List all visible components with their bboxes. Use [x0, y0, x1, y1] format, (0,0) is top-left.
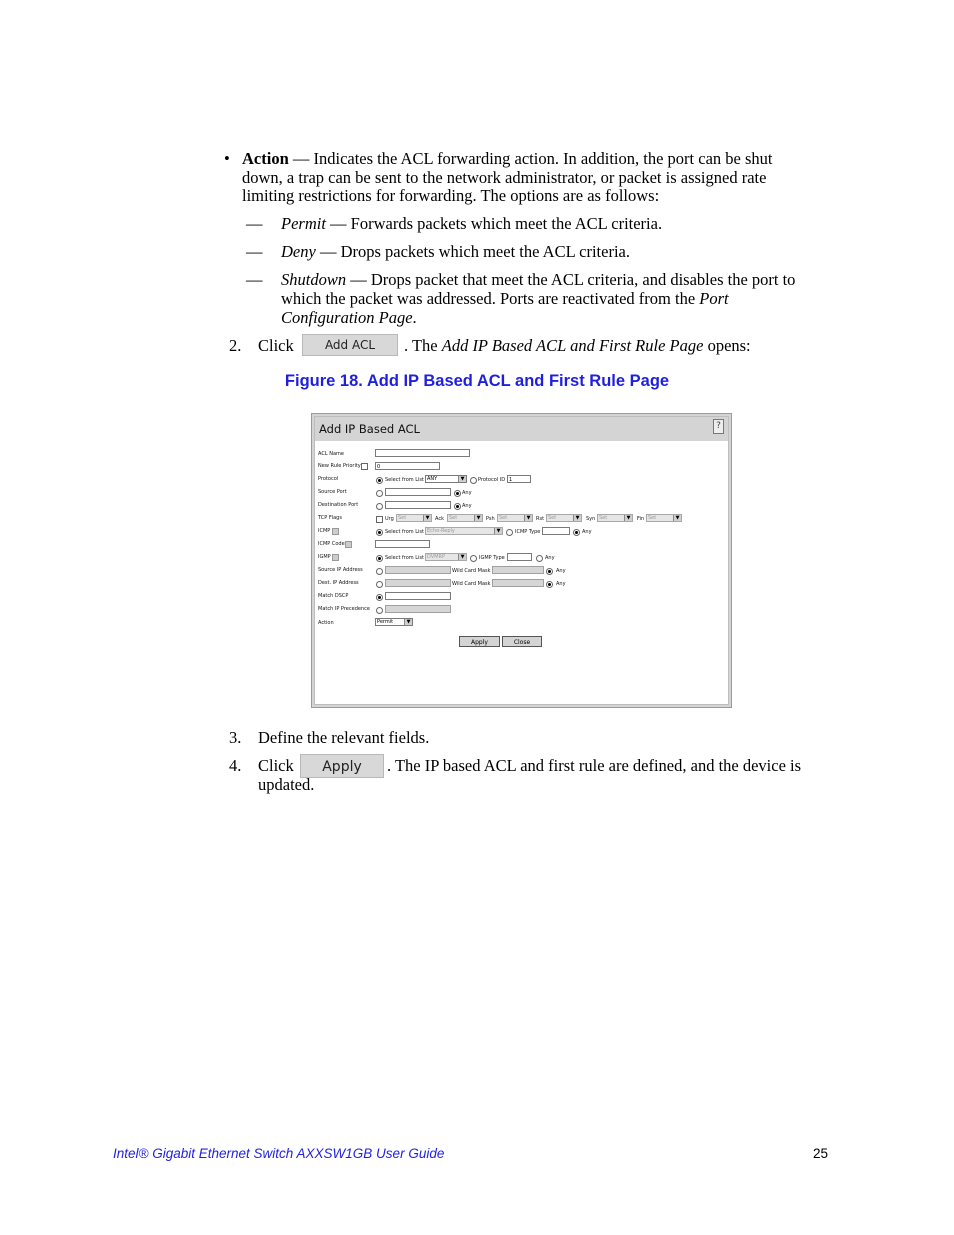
icmp-type-radio[interactable]: [506, 529, 513, 536]
fin-select-value: Set: [648, 515, 657, 521]
igmp-select[interactable]: [425, 553, 467, 561]
protocol-select-radio[interactable]: [376, 477, 383, 484]
dest-ip-mask-input[interactable]: [492, 579, 544, 587]
icmp-type-input[interactable]: [542, 527, 570, 535]
icmp-type-text: ICMP Type: [515, 529, 541, 535]
source-port-radio[interactable]: [376, 490, 383, 497]
action-bullet-line2: down, a trap can be sent to the network administrator, or packet is assigned rate: [242, 168, 767, 187]
close-button[interactable]: Close: [502, 636, 542, 647]
step4-click: Click: [258, 756, 294, 775]
chevron-down-icon: ▼: [573, 515, 581, 521]
icmp-any-radio[interactable]: [573, 529, 580, 536]
step4-text-line2: updated.: [258, 775, 315, 794]
wild-card-mask-text: Wild Card Mask: [452, 581, 491, 587]
option-shutdown-line2: [281, 289, 729, 308]
step2-page-name: Add IP Based ACL and First Rule Page: [441, 336, 704, 355]
match-ip-precedence-label: Match IP Precedence: [318, 606, 370, 612]
igmp-select-value: DVMRP: [427, 554, 445, 560]
igmp-type-text: IGMP Type: [479, 555, 505, 561]
step2-pre: . The: [404, 336, 442, 355]
dest-ip-input[interactable]: [385, 579, 451, 587]
destination-port-radio[interactable]: [376, 503, 383, 510]
igmp-type-radio[interactable]: [470, 555, 477, 562]
option-term: Permit: [281, 214, 326, 233]
action-bullet-line3: limiting restrictions for forwarding. The options are as follows:: [242, 186, 660, 205]
any-text: Any: [582, 529, 592, 535]
option-deny: [281, 242, 630, 261]
fin-select[interactable]: [646, 514, 682, 522]
option-desc: — Drops packets which meet the ACL criteria.: [315, 242, 630, 261]
chevron-down-icon: ▼: [624, 515, 632, 521]
page-number: 25: [813, 1146, 829, 1161]
option-permit: [281, 214, 662, 233]
match-ip-precedence-input[interactable]: [385, 605, 451, 613]
protocol-id-radio[interactable]: [470, 477, 477, 484]
ack-text: Ack: [435, 516, 444, 522]
figure-screenshot: [311, 413, 732, 708]
dest-ip-label: Dest. IP Address: [318, 580, 359, 586]
acl-name-input[interactable]: [375, 449, 470, 457]
any-text: Any: [556, 568, 566, 574]
psh-select[interactable]: [497, 514, 533, 522]
port-config-link-text: Port: [699, 289, 729, 308]
any-text: Any: [462, 490, 472, 496]
any-text: Any: [462, 503, 472, 509]
ack-select-value: Set: [449, 515, 458, 521]
step4-text-line1: . The IP based ACL and first rule are defined, and the device is: [387, 756, 802, 775]
step3-number: 3.: [229, 728, 242, 747]
source-ip-radio[interactable]: [376, 568, 383, 575]
rst-select[interactable]: [546, 514, 582, 522]
igmp-type-input[interactable]: [507, 553, 532, 561]
protocol-select-value: ANY: [427, 476, 438, 482]
source-ip-input[interactable]: [385, 566, 451, 574]
urg-text: Urg: [385, 516, 394, 522]
source-port-label: Source Port: [318, 489, 347, 495]
action-term: Action: [242, 149, 289, 168]
step2-click: Click: [258, 336, 294, 355]
rst-select-value: Set: [548, 515, 557, 521]
chevron-down-icon: ▼: [524, 515, 532, 521]
select-from-list-text: Select from List: [385, 477, 424, 483]
screenshot-panel: [314, 416, 729, 705]
icmp-label: ICMP: [318, 528, 331, 534]
dest-ip-radio[interactable]: [376, 581, 383, 588]
footer-title: Intel® Gigabit Ethernet Switch AXXSW1GB User Guide: [113, 1146, 445, 1161]
igmp-any-radio[interactable]: [536, 555, 543, 562]
match-ip-precedence-radio[interactable]: [376, 607, 383, 614]
option-dash: —: [246, 242, 263, 261]
action-bullet-line1: [242, 149, 772, 168]
wild-card-mask-text: Wild Card Mask: [452, 568, 491, 574]
screenshot-title: Add IP Based ACL: [315, 417, 728, 441]
option-desc: — Forwards packets which meet the ACL criteria.: [325, 214, 663, 233]
option-term: Shutdown: [281, 270, 347, 289]
action-desc: — Indicates the ACL forwarding action. In addition, the port can be shut: [288, 149, 773, 168]
source-ip-mask-input[interactable]: [492, 566, 544, 574]
apply-button[interactable]: Apply: [459, 636, 500, 647]
step3-text: Define the relevant fields.: [258, 728, 430, 747]
destination-port-label: Destination Port: [318, 502, 359, 508]
new-rule-priority-label: New Rule Priority: [318, 463, 361, 469]
urg-select[interactable]: [396, 514, 432, 522]
help-icon[interactable]: ?: [713, 419, 724, 434]
psh-text: Psh: [486, 516, 495, 522]
match-dscp-radio[interactable]: [376, 594, 383, 601]
step4-number: 4.: [229, 756, 242, 775]
tcp-flags-checkbox[interactable]: [376, 516, 383, 523]
icmp-select[interactable]: [425, 527, 503, 535]
option-term: Deny: [281, 242, 316, 261]
tcp-flags-label: TCP Flags: [318, 515, 342, 521]
match-dscp-input[interactable]: [385, 592, 451, 600]
any-text: Any: [556, 581, 566, 587]
psh-select-value: Set: [499, 515, 508, 521]
select-from-list-text: Select from List: [385, 555, 424, 561]
action-select-value: Permit: [377, 619, 394, 625]
port-config-page-text: Configuration Page: [281, 308, 413, 327]
source-ip-label: Source IP Address: [318, 567, 363, 573]
igmp-select-radio[interactable]: [376, 555, 383, 562]
source-port-any-radio[interactable]: [454, 490, 461, 497]
chevron-down-icon: ▼: [404, 619, 412, 625]
option-shutdown-line3-end: .: [412, 308, 417, 327]
new-rule-priority-checkbox[interactable]: [361, 463, 368, 470]
option-dash: —: [246, 270, 263, 289]
option-desc: — Drops packet that meet the ACL criteria, and disables the port to: [346, 270, 796, 289]
figure-caption: Figure 18. Add IP Based ACL and First Rule Page: [284, 372, 670, 390]
igmp-label: IGMP: [318, 554, 331, 560]
dest-ip-any-radio[interactable]: [546, 581, 553, 588]
chevron-down-icon: ▼: [673, 515, 681, 521]
option-shutdown: [281, 270, 795, 289]
icmp-select-value: Echo-Reply: [427, 528, 455, 534]
step2-number: 2.: [229, 336, 242, 355]
icmp-select-radio[interactable]: [376, 529, 383, 536]
protocol-select[interactable]: [425, 475, 467, 483]
match-dscp-label: Match DSCP: [318, 593, 349, 599]
action-label: Action: [318, 620, 334, 626]
any-text: Any: [545, 555, 555, 561]
protocol-label: Protocol: [318, 476, 339, 482]
destination-port-any-radio[interactable]: [454, 503, 461, 510]
step2-text: [404, 336, 751, 355]
protocol-id-text: Protocol ID: [478, 477, 506, 483]
add-acl-button-image: Add ACL: [302, 334, 398, 356]
source-port-input[interactable]: [385, 488, 451, 496]
icmp-checkbox[interactable]: [332, 528, 339, 535]
syn-select-value: Set: [599, 515, 608, 521]
igmp-checkbox[interactable]: [332, 554, 339, 561]
step2-post: opens:: [703, 336, 751, 355]
apply-button-image: Apply: [300, 754, 384, 778]
chevron-down-icon: ▼: [423, 515, 431, 521]
icmp-code-checkbox[interactable]: [345, 541, 352, 548]
bullet-marker: •: [224, 149, 230, 168]
syn-select[interactable]: [597, 514, 633, 522]
fin-text: Fin: [637, 516, 645, 522]
select-from-list-text: Select from List: [385, 529, 424, 535]
action-select[interactable]: [375, 618, 413, 626]
chevron-down-icon: ▼: [458, 476, 466, 482]
chevron-down-icon: ▼: [458, 554, 466, 560]
new-rule-priority-input[interactable]: 0: [375, 462, 440, 470]
urg-select-value: Set: [398, 515, 407, 521]
source-ip-any-radio[interactable]: [546, 568, 553, 575]
icmp-code-label: ICMP Code: [318, 541, 345, 547]
chevron-down-icon: ▼: [494, 528, 502, 534]
option-shutdown-line2-text: which the packet was addressed. Ports are reactivated from the: [281, 289, 700, 308]
option-dash: —: [246, 214, 263, 233]
rst-text: Rst: [536, 516, 545, 522]
chevron-down-icon: ▼: [474, 515, 482, 521]
syn-text: Syn: [586, 516, 596, 522]
protocol-id-input[interactable]: 1: [507, 475, 531, 483]
destination-port-input[interactable]: [385, 501, 451, 509]
icmp-code-input[interactable]: [375, 540, 430, 548]
ack-select[interactable]: [447, 514, 483, 522]
option-shutdown-line3: [281, 308, 417, 327]
acl-name-label: ACL Name: [318, 451, 344, 457]
